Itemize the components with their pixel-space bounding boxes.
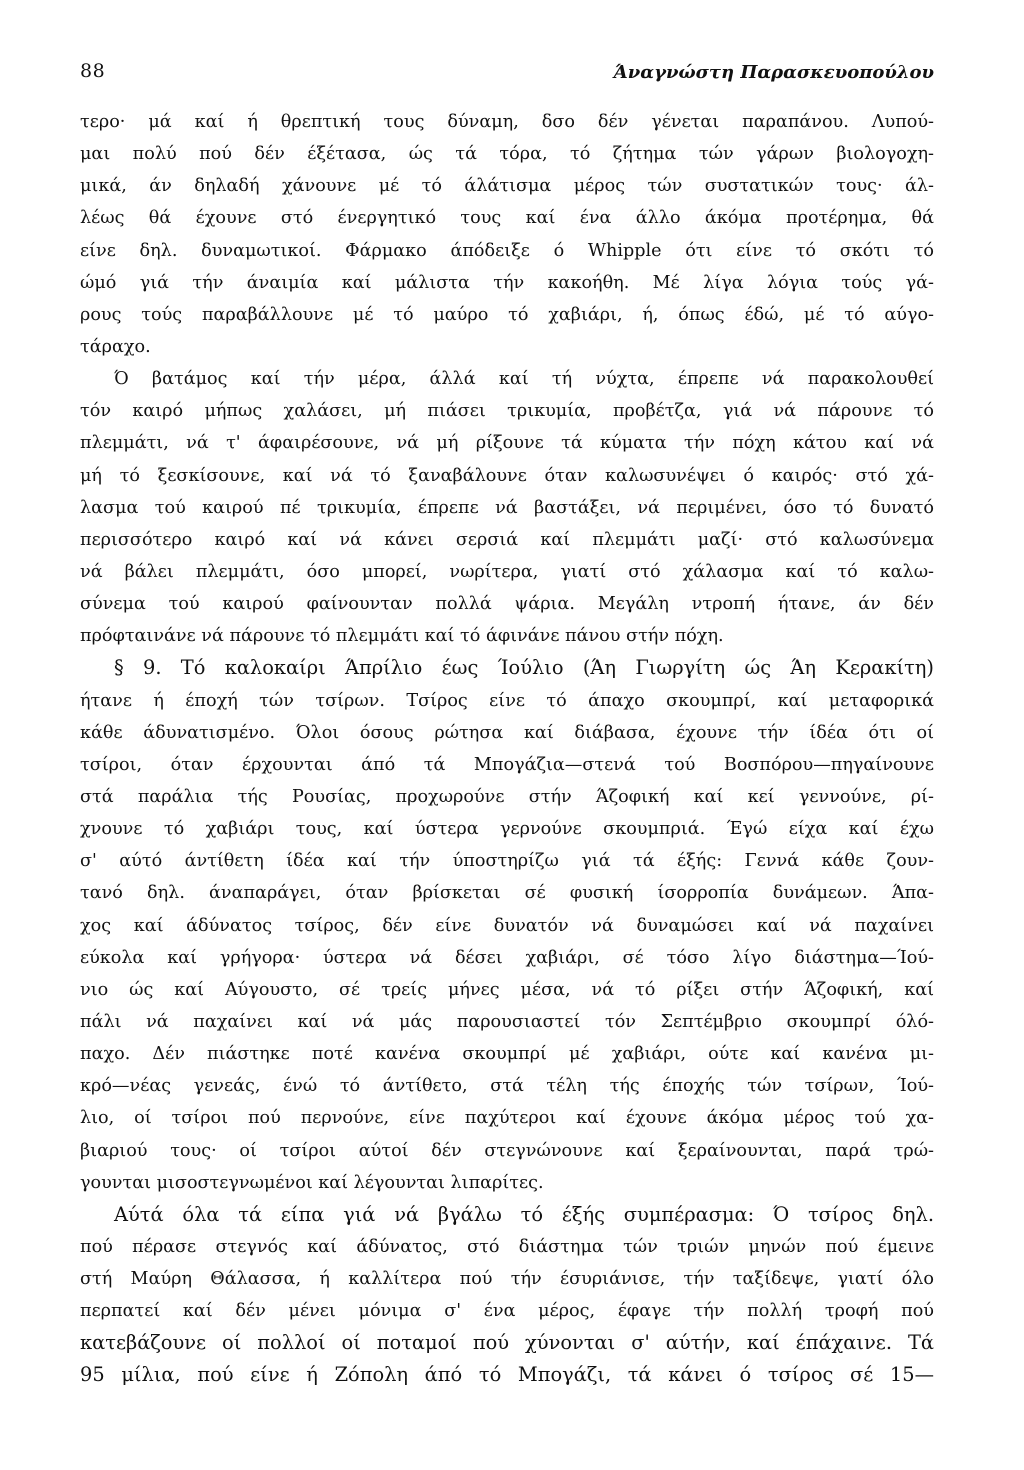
text-line: πού πέρασε στεγνός καί άδύνατος, στό διάστημα τών τριών μηνών πού έμεινε: [80, 1236, 934, 1257]
paragraph-start-line: Ό βατάμος καί τήν μέρα, άλλά καί τή νύχτα, έπρεπε νά παρακολουθεί: [114, 369, 934, 390]
text-line: νιο ώς καί Αύγουστο, σέ τρείς μήνες μέσα, νά τό ρίξει στήν Άζοφική, καί: [80, 979, 934, 1000]
text-line: τσίροι, όταν έρχουνται άπό τά Μπογάζια—στενά τού Βοσπόρου—πηγαίνουνε: [80, 754, 934, 775]
text-line: σ' αύτό άντίθετη ίδέα καί τήν ύποστηρίζω γιά τά έξής: Γεννά κάθε ζουν-: [80, 851, 934, 872]
text-line: περισσότερο καιρό καί νά κάνει σερσιά καί πλεμμάτι μαζί· στό καλωσύνεμα: [80, 529, 934, 550]
text-line: εύκολα καί γρήγορα· ύστερα νά δέσει χαβιάρι, σέ τόσο λίγο διάστημα—Ίού-: [80, 947, 934, 968]
text-line: τόν καιρό μήπως χαλάσει, μή πιάσει τρικυμία, προβέτζα, γιά νά πάρουνε τό: [80, 401, 934, 422]
text-line: περπατεί καί δέν μένει μόνιμα σ' ένα μέρος, έφαγε τήν πολλή τροφή πού: [80, 1301, 934, 1322]
text-line: λασμα τού καιρού πέ τρικυμία, έπρεπε νά βαστάξει, νά περιμένει, όσο τό δυνατό: [80, 497, 934, 518]
text-line: νά βάλει πλεμμάτι, όσο μπορεί, νωρίτερα, γιατί στό χάλασμα καί τό καλω-: [80, 561, 934, 582]
section-heading-line: § 9. Τό καλοκαίρι Άπρίλιο έως Ίούλιο (Άη Γιωργίτη ώς Άη Κερακίτη): [114, 656, 934, 680]
text-line: είνε δηλ. δυναμωτικοί. Φάρμακο άπόδειξε ό Whipple ότι είνε τό σκότι τό: [80, 240, 934, 261]
paragraph-start-line: Αύτά όλα τά είπα γιά νά βγάλω τό έξής συμπέρασμα: Ό τσίρος δηλ.: [114, 1202, 934, 1226]
text-line: μαι πολύ πού δέν έξέτασα, ώς τά τόρα, τό ζήτημα τών γάρων βιολογοχη-: [80, 144, 934, 165]
text-line: χος καί άδύνατος τσίρος, δέν είνε δυνατόν νά δυναμώσει καί νά παχαίνει: [80, 915, 934, 936]
running-head: [80, 60, 934, 94]
text-line: ρους τούς παραβάλλουνε μέ τό μαύρο τό χαβιάρι, ή, όπως έδώ, μέ τό αύγο-: [80, 304, 934, 325]
text-line: ήτανε ή έποχή τών τσίρων. Τσίρος είνε τό άπαχο σκουμπρί, καί μεταφορικά: [80, 690, 934, 711]
text-line: κρό—νέας γενεάς, ένώ τό άντίθετο, στά τέλη τής έποχής τών τσίρων, Ίού-: [80, 1076, 934, 1097]
text-line: τερο· μά καί ή θρεπτική τους δύναμη, δσο δέν γένεται παραπάνου. Λυπού-: [80, 112, 934, 132]
text-line: σύνεμα τού καιρού φαίνουνταν πολλά ψάρια. Μεγάλη ντροπή ήτανε, άν δέν: [80, 594, 934, 615]
text-line: ώμό γιά τήν άναιμία καί μάλιστα τήν κακοήθη. Μέ λίγα λόγια τούς γά-: [80, 272, 934, 293]
text-line: κατεβάζουνε οί πολλοί οί ποταμοί πού χύνονται σ' αύτήν, καί έπάχαινε. Τά: [80, 1331, 934, 1355]
text-line: γουνται μισοστεγνωμένοι καί λέγουνται λιπαρίτες.: [80, 1172, 544, 1193]
text-line: τάραχο.: [80, 336, 151, 357]
text-line: πάλι νά παχαίνει καί νά μάς παρουσιαστεί τόν Σεπτέμβριο σκουμπρί όλό-: [80, 1011, 934, 1032]
running-title: Άναγνώστη Παρασκευοπούλου: [613, 62, 934, 83]
text-line: βιαριού τους· οί τσίροι αύτοί δέν στεγνώνουνε καί ξεραίνουνται, παρά τρώ-: [80, 1140, 934, 1161]
text-line: λιο, οί τσίροι πού περνούνε, είνε παχύτεροι καί έχουνε άκόμα μέρος τού χα-: [80, 1108, 934, 1129]
text-line: τανό δηλ. άναπαράγει, όταν βρίσκεται σέ φυσική ίσορροπία δυνάμεων. Άπα-: [80, 883, 934, 904]
text-line: πρόφταινάνε νά πάρουνε τό πλεμμάτι καί τό άφινάνε πάνου στήν πόχη.: [80, 626, 724, 647]
text-line: πλεμμάτι, νά τ' άφαιρέσουνε, νά μή ρίξουνε τά κύματα τήν πόχη κάτου καί νά: [80, 433, 934, 454]
page-number: 88: [80, 60, 106, 82]
text-line: χνουνε τό χαβιάρι τους, καί ύστερα γερνούνε σκουμπριά. Έγώ είχα καί έχω: [80, 819, 934, 840]
text-line: μικά, άν δηλαδή χάνουνε μέ τό άλάτισμα μέρος τών συστατικών τους· άλ-: [80, 176, 934, 197]
text-line: παχο. Δέν πιάστηκε ποτέ κανένα σκουμπρί μέ χαβιάρι, ούτε καί κανένα μι-: [80, 1044, 934, 1065]
text-line: μή τό ξεσκίσουνε, καί νά τό ξαναβάλουνε όταν καλωσυνέψει ό καιρός· στό χά-: [80, 465, 934, 486]
text-line: 95 μίλια, πού είνε ή Ζόπολη άπό τό Μπογάζι, τά κάνει ό τσίρος σέ 15—: [80, 1363, 934, 1387]
text-line: στή Μαύρη Θάλασσα, ή καλλίτερα πού τήν έσυριάνισε, τήν ταξίδεψε, γιατί όλο: [80, 1269, 934, 1290]
text-line: στά παράλια τής Ρουσίας, προχωρούνε στήν Άζοφική καί κεί γεννούνε, ρί-: [80, 786, 934, 807]
body-text: [80, 106, 934, 1392]
text-line: λέως θά έχουνε στό ένεργητικό τους καί ένα άλλο άκόμα προτέρημα, θά: [80, 208, 934, 229]
text-line: κάθε άδυνατισμένο. Όλοι όσους ρώτησα καί διάβασα, έχουνε τήν ίδέα ότι οί: [80, 722, 934, 743]
